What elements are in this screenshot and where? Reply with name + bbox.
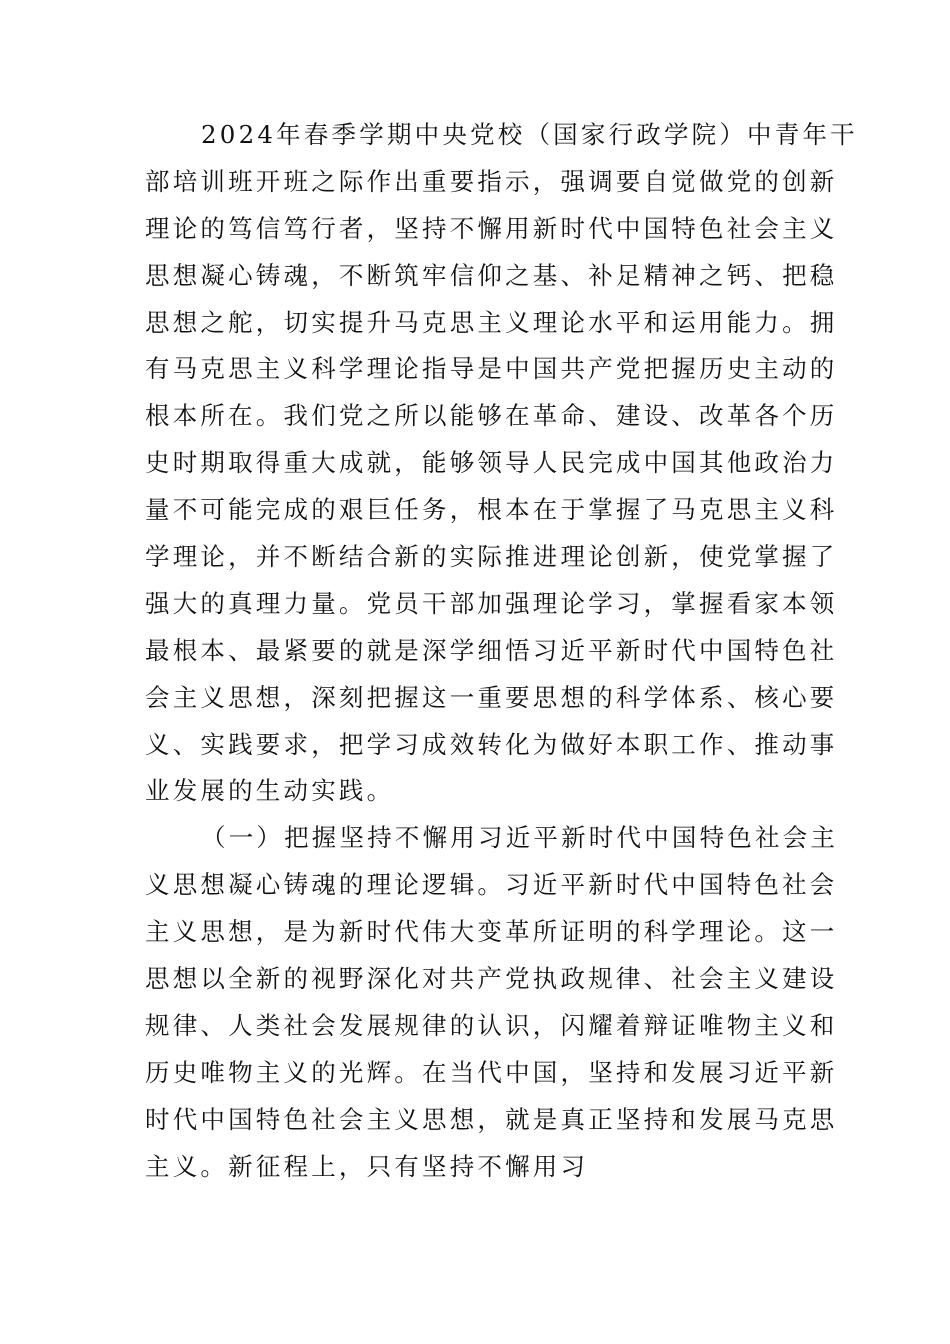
text-line: 义、实践要求，把学习成效转化为做好本职工作、推动事	[145, 729, 838, 759]
paragraph-intro	[145, 112, 858, 815]
text-line: 2024年春季学期中央党校（国家行政学院）中青年干	[201, 120, 858, 149]
text-line: 规律、人类社会发展规律的认识，闪耀着辩证唯物主义和	[145, 1010, 838, 1040]
text-line: 思想以全新的视野深化对共产党执政规律、社会主义建设	[145, 964, 838, 994]
text-line: 业发展的生动实践。	[145, 776, 395, 806]
document-body	[145, 112, 858, 1190]
text-line: 历史唯物主义的光辉。在当代中国，坚持和发展习近平新	[145, 1057, 838, 1087]
text-line: 学理论，并不断结合新的实际推进理论创新，使党掌握了	[145, 542, 838, 572]
text-line: 思想凝心铸魂，不断筑牢信仰之基、补足精神之钙、把稳	[145, 260, 838, 290]
text-line: 会主义思想，深刻把握这一重要思想的科学体系、核心要	[145, 682, 838, 712]
text-line: 强大的真理力量。党员干部加强理论学习，掌握看家本领	[145, 588, 838, 618]
text-line: 理论的笃信笃行者，坚持不懈用新时代中国特色社会主义	[145, 213, 838, 243]
text-line: 主义。新征程上，只有坚持不懈用习	[145, 1151, 589, 1181]
text-line: 思想之舵，切实提升马克思主义理论水平和运用能力。拥	[145, 307, 838, 337]
text-line: 根本所在。我们党之所以能够在革命、建设、改革各个历	[145, 401, 838, 431]
text-line: 最根本、最紧要的就是深学细悟习近平新时代中国特色社	[145, 635, 838, 665]
text-line: 有马克思主义科学理论指导是中国共产党把握历史主动的	[145, 354, 838, 384]
text-line: 史时期取得重大成就，能够领导人民完成中国其他政治力	[145, 448, 838, 478]
paragraph-section-one	[145, 815, 839, 1190]
text-line: （一）把握坚持不懈用习近平新时代中国特色社会主	[201, 823, 839, 853]
text-line: 量不可能完成的艰巨任务，根本在于掌握了马克思主义科	[145, 495, 838, 525]
text-line: 主义思想，是为新时代伟大变革所证明的科学理论。这一	[145, 917, 838, 947]
text-line: 义思想凝心铸魂的理论逻辑。习近平新时代中国特色社会	[145, 870, 838, 900]
text-line: 部培训班开班之际作出重要指示，强调要自觉做党的创新	[145, 166, 838, 196]
text-line: 时代中国特色社会主义思想，就是真正坚持和发展马克思	[145, 1104, 838, 1134]
